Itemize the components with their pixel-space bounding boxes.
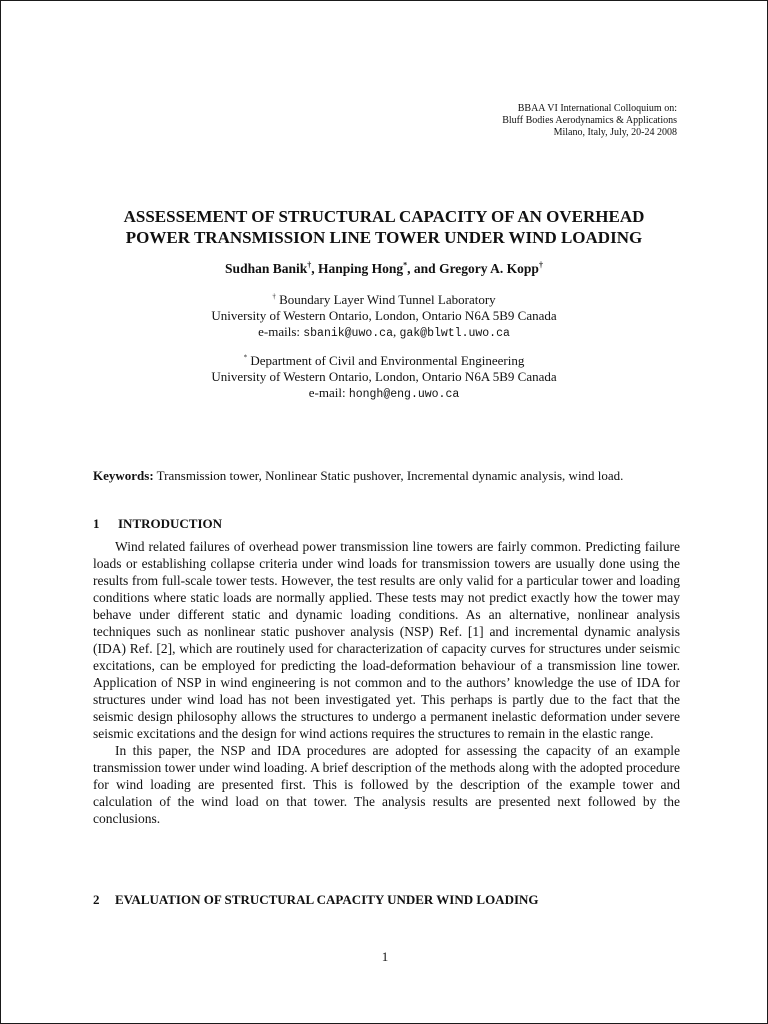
section-number: 1	[93, 516, 100, 531]
affiliation-mark: †	[307, 260, 312, 270]
affiliation-mark: †	[272, 292, 276, 301]
email-link[interactable]: gak@blwtl.uwo.ca	[399, 327, 510, 340]
author-name: Hanping Hong	[317, 261, 404, 276]
title-line-1: ASSESSEMENT OF STRUCTURAL CAPACITY OF AN OVERHEAD	[123, 207, 645, 226]
page-number: 1	[381, 949, 389, 964]
title-line-2: POWER TRANSMISSION LINE TOWER UNDER WIND LOADING	[125, 228, 643, 247]
affiliation-mark: *	[243, 353, 248, 362]
affiliation-block-1	[61, 292, 707, 342]
affiliation-name: Department of Civil and Environmental Engineering	[247, 353, 525, 368]
conference-line-3: Milano, Italy, July, 20-24 2008	[553, 127, 677, 138]
affiliation-address: University of Western Ontario, London, Ontario N6A 5B9 Canada	[211, 369, 557, 384]
keywords-label: Keywords:	[93, 468, 154, 483]
conference-line-2: Bluff Bodies Aerodynamics & Applications	[502, 115, 677, 126]
author-name: Sudhan Banik	[225, 261, 308, 276]
introduction-body	[93, 538, 680, 827]
email-link[interactable]: hongh@eng.uwo.ca	[348, 388, 460, 401]
keywords-text: Transmission tower, Nonlinear Static pushover, Incremental dynamic analysis, wind load.	[153, 468, 624, 483]
keywords-paragraph	[93, 467, 681, 484]
affiliation-block-2	[61, 353, 707, 403]
affiliation-mark: †	[538, 260, 543, 270]
conference-header	[502, 103, 677, 139]
author-separator: , and	[407, 261, 440, 276]
body-paragraph: In this paper, the NSP and IDA procedures are adopted for assessing the capacity of an example transmission tower under wind loading. A brief description of the methods along with the adopted procedure for wind loading are presented first. This is followed by the description of the example tower and calculation of the wind load on that tower. The analysis results are presented next followed by the conclusions.	[93, 743, 680, 826]
paper-title	[61, 206, 707, 248]
affiliation-mark: *	[403, 260, 408, 270]
email-separator: ,	[392, 324, 400, 339]
author-separator: ,	[311, 261, 318, 276]
section-number: 2	[93, 892, 100, 907]
conference-line-1: BBAA VI International Colloquium on:	[517, 103, 677, 114]
email-label: e-mail:	[308, 385, 349, 400]
email-label: e-mails:	[258, 324, 304, 339]
body-paragraph: Wind related failures of overhead power transmission line towers are fairly common. Predicting failure loads or establishing collapse criteria under wind loads for transmission towers are usually done using the results from full-scale tower tests. However, the test results are only valid for a particular tower and loading conditions where static loads are normally applied. These tests may not predict exactly how the tower may behave under different static and dynamic loading conditions. As an alternative, nonlinear analysis techniques such as nonlinear static pushover analysis (NSP) Ref. [1] and incremental dynamic analysis (IDA) Ref. [2], which are routinely used for characterization of capacity curves for structures under seismic excitations, can be employed for predicting the load-deformation behaviour of a transmission line tower. Application of NSP in wind engineering is not common and to the authors’ knowledge the use of IDA for structures under wind load has not been investigated yet. This perhaps is partly due to the fact that the seismic design philosophy allows the structures to undergo a permanent inelastic deformation under severe seismic excitations and the design for wind actions requires the structures to remain in the elastic range.	[93, 539, 680, 741]
section-heading-introduction	[93, 516, 222, 532]
author-name: Gregory A. Kopp	[439, 261, 539, 276]
affiliation-address: University of Western Ontario, London, Ontario N6A 5B9 Canada	[211, 308, 557, 323]
author-list	[61, 260, 707, 278]
email-link[interactable]: sbanik@uwo.ca	[303, 327, 393, 340]
affiliation-name: Boundary Layer Wind Tunnel Laboratory	[275, 292, 496, 307]
section-heading-evaluation	[93, 892, 539, 908]
section-title: EVALUATION OF STRUCTURAL CAPACITY UNDER WIND LOADING	[115, 892, 539, 907]
section-title: INTRODUCTION	[118, 516, 223, 531]
